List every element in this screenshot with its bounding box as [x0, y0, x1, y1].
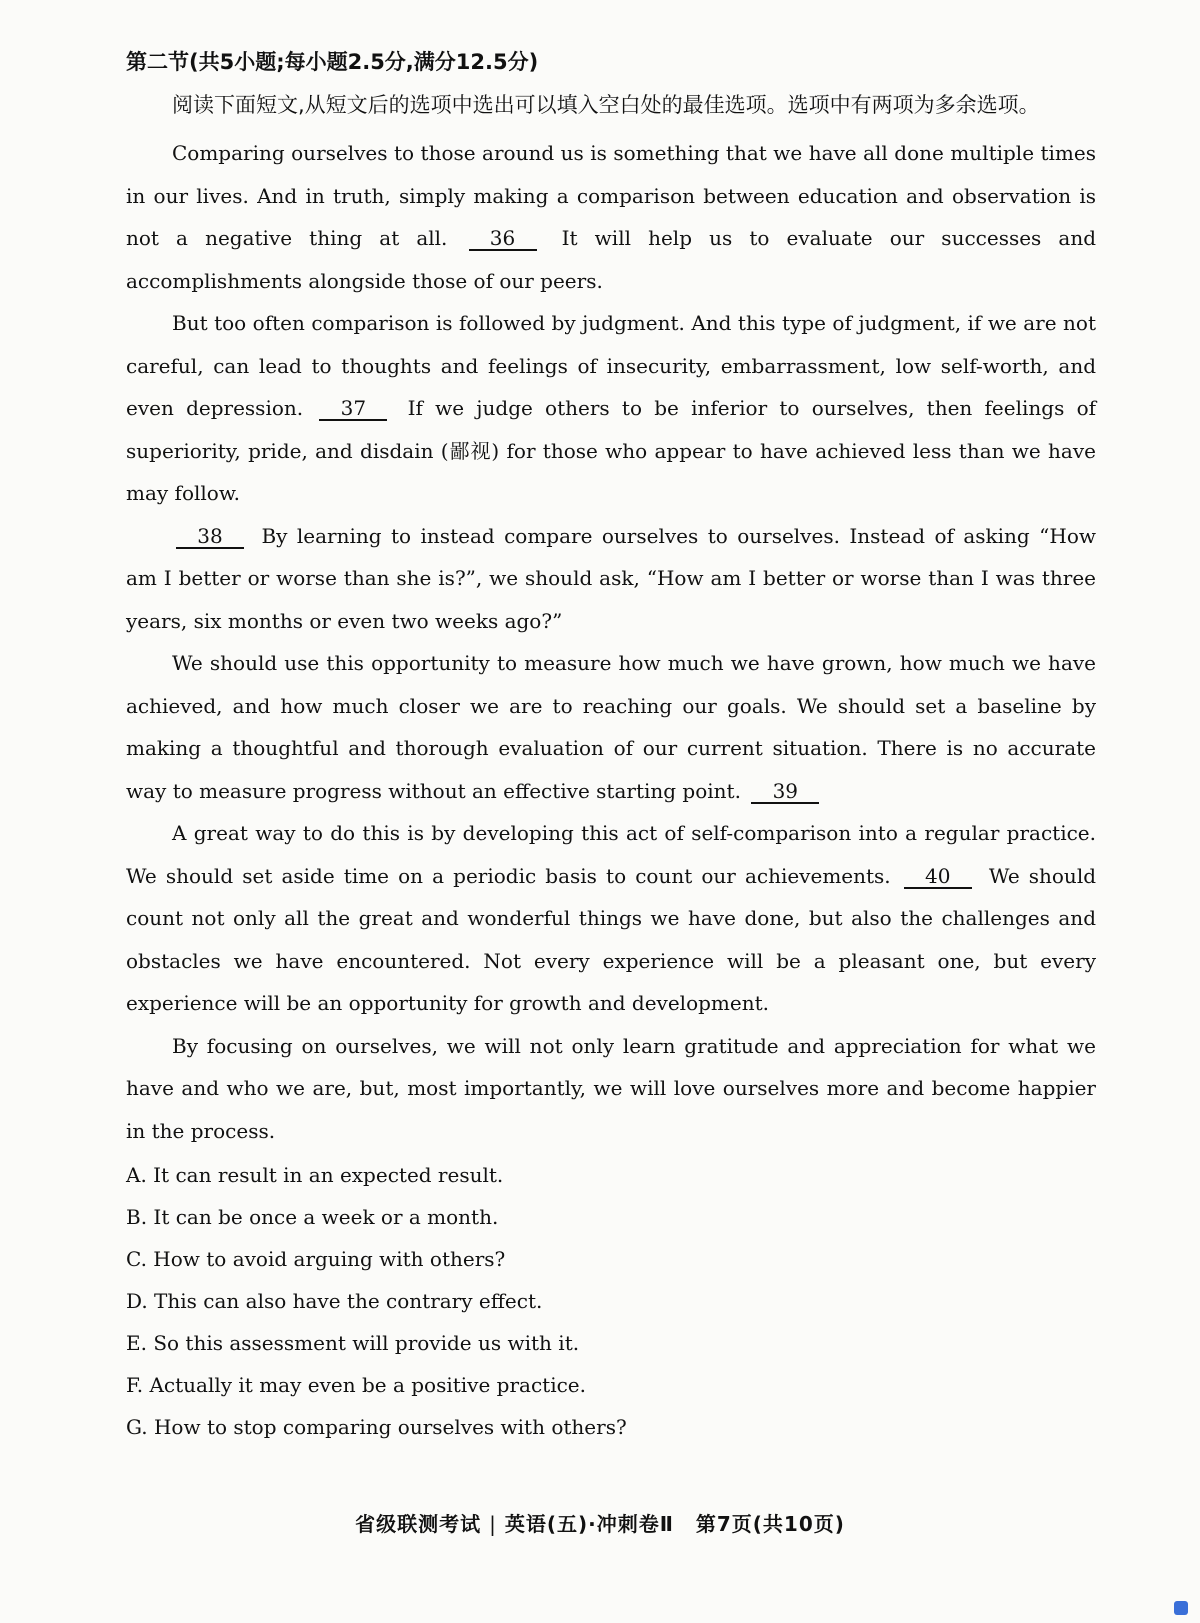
passage-paragraph-2 [126, 302, 1096, 515]
paragraph-text: A great way to do this is by developing this act of self-comparison into a regular practice. We should set aside time on a periodic basis to count our achievements. [126, 821, 1096, 888]
page-footer [0, 1508, 1200, 1537]
option-a: A. It can result in an expected result. [126, 1163, 504, 1187]
paragraph-text: It will help us to evaluate our successes and accomplishments alongside those of our peers. [126, 226, 1097, 293]
passage-paragraph-5 [126, 812, 1096, 1025]
passage-paragraph-4 [126, 642, 1096, 812]
scanner-logo-icon [1174, 1601, 1188, 1615]
paragraph-text: By focusing on ourselves, we will not only learn gratitude and appreciation for what we have and who we are, but, most importantly, we will love ourselves more and become happier in the process. [126, 1033, 1096, 1143]
paragraph-text: By learning to instead compare ourselves to ourselves. Instead of asking “How am I better or worse than she is?”, we should ask, “How am I better or worse than I was three years, six months or even two weeks ago?” [126, 523, 1096, 633]
footer-exam-name: 省级联测考试 [355, 1512, 482, 1536]
blank-39: 39 [751, 780, 819, 804]
option-c: C. How to avoid arguing with others? [126, 1247, 506, 1271]
passage-paragraph-6 [126, 1025, 1096, 1153]
option-g: G. How to stop comparing ourselves with others? [126, 1415, 627, 1439]
paragraph-text: But too often comparison is followed by judgment. And this type of judgment, if we are not careful, can lead to thoughts and feelings of insecurity, embarrassment, low self-worth, and even depression. [126, 311, 1096, 420]
paragraph-text: We should count not only all the great and wonderful things we have done, but also the challenges and obstacles we have encountered. Not every experience will be a pleasant one, but every experience will be an opportunity for growth and development. [126, 863, 1097, 1015]
option-d: D. This can also have the contrary effect. [126, 1289, 543, 1313]
passage-paragraph-3 [126, 515, 1096, 643]
passage-paragraph-1 [126, 132, 1096, 302]
paragraph-text: Comparing ourselves to those around us is something that we have all done multiple times in our lives. And in truth, simply making a comparison between education and observation is not a negative thing at all. [126, 141, 1096, 250]
section-instruction: 阅读下面短文,从短文后的选项中选出可以填入空白处的最佳选项。选项中有两项为多余选项。 [172, 93, 1040, 117]
footer-subject: 英语(五)·冲刺卷Ⅱ [504, 1512, 674, 1536]
option-b: B. It can be once a week or a month. [126, 1205, 499, 1229]
answer-options [126, 1154, 1096, 1448]
option-e: E. So this assessment will provide us with it. [126, 1331, 580, 1355]
blank-37: 37 [319, 397, 387, 421]
section-title: 第二节(共5小题;每小题2.5分,满分12.5分) [126, 50, 539, 74]
footer-divider: | [489, 1512, 497, 1536]
option-f: F. Actually it may even be a positive practice. [126, 1373, 586, 1397]
blank-40: 40 [904, 865, 972, 889]
paragraph-text: If we judge others to be inferior to ourselves, then feelings of superiority, pride, and disdain (鄙视) for those who appear to have achieved less than we have may follow. [126, 396, 1097, 505]
paragraph-text: We should use this opportunity to measure how much we have grown, how much we have achieved, and how much closer we are to reaching our goals. We should set a baseline by making a thoughtful and thorough evaluation of our current situation. There is no accurate way to measure progress without an effective starting point. [126, 651, 1096, 803]
blank-38: 38 [176, 525, 244, 549]
blank-36: 36 [469, 227, 537, 251]
footer-page-number: 第7页(共10页) [695, 1512, 845, 1536]
exam-page [126, 48, 1096, 1448]
scanner-watermark [1174, 1601, 1188, 1615]
